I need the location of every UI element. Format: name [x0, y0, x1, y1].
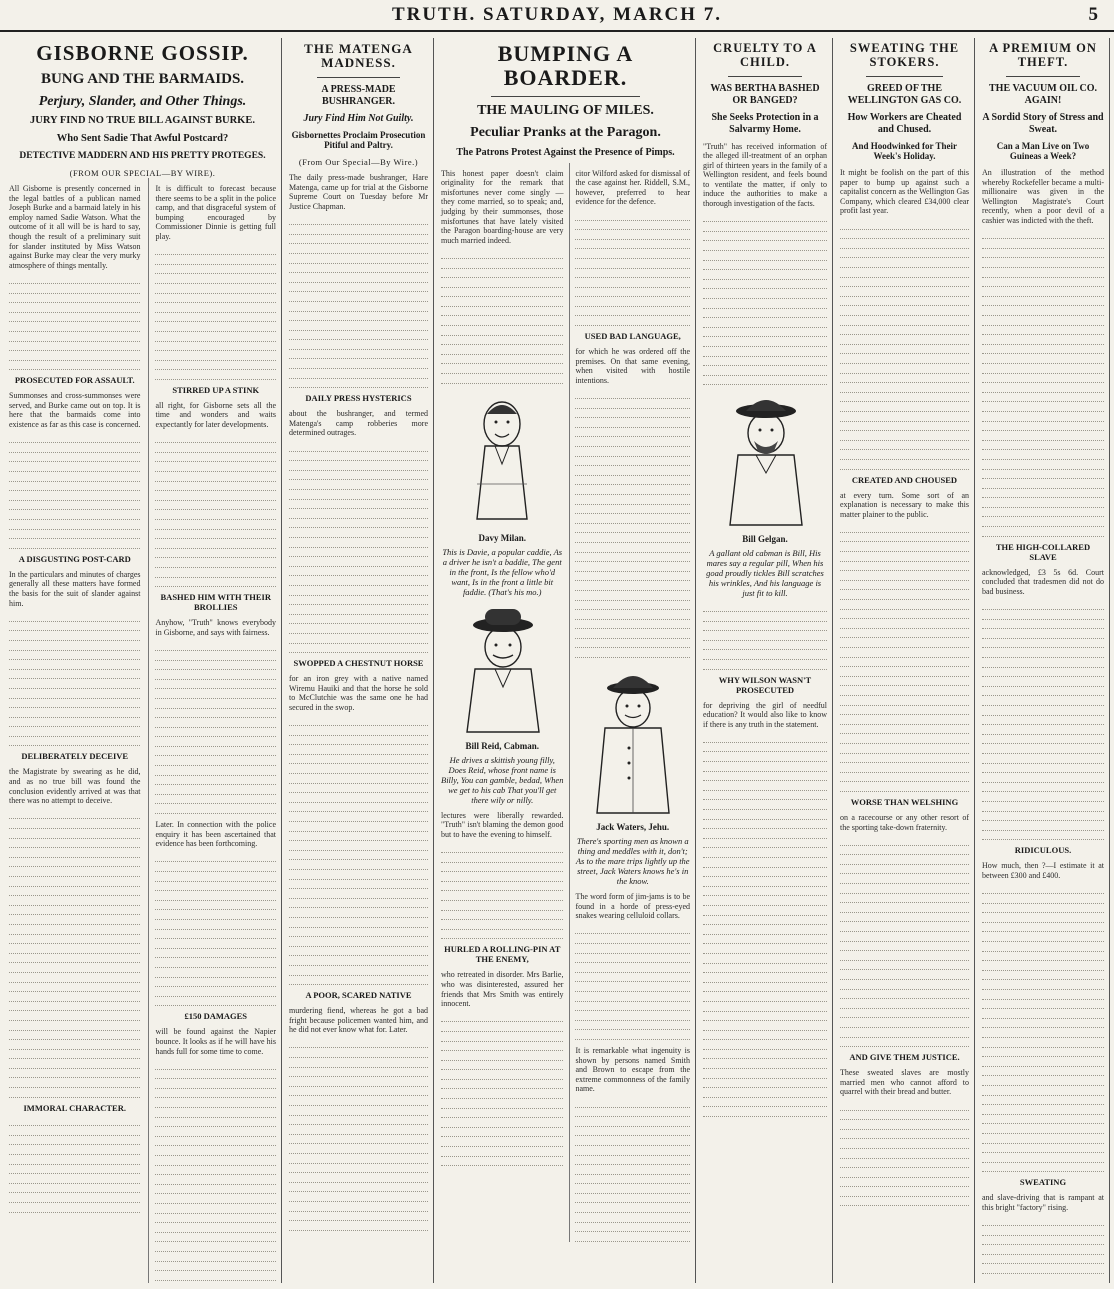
text-lines [155, 1060, 276, 1283]
paragraph: All Gisborne is presently concerned in the legal battles of a publican named Joseph Burke and a barmaid lately in his employ named Sadie Watson. What the outcome of it all will be is hard to say, though the result of a preliminary suit for slander instituted by Miss Watson against Burke may clear the very murky atmosphere of things mentally. [9, 184, 141, 270]
paragraph: Anyhow, "Truth" knows everybody in Gisborne, and says with fairness. [155, 618, 276, 637]
subhead-bertha: WAS BERTHA BASHED OR BANGED? [710, 82, 820, 106]
text-lines [575, 1098, 690, 1242]
text-lines [575, 389, 690, 658]
byline: (FROM OUR SPECIAL—BY WIRE). [69, 168, 216, 179]
cartoon-verse: He drives a skittish young filly, Does Reid, whose front name is Billy, You can gamble, bedad, When we get to his cab That you'll get there wily or nilly. [441, 754, 564, 805]
byline: (From Our Special—By Wire.) [298, 157, 419, 168]
section-heading: THE HIGH-COLLARED SLAVE [995, 541, 1091, 562]
divider [317, 77, 400, 78]
paragraph: This honest paper doesn't claim originality for the remark that misfortunes never come singly — they come married, so to speak; and, judging by their summonses, those misfortunes that have lately visited the Paragon boarding-house are very much married indeed. [441, 168, 564, 245]
text-lines [155, 641, 276, 814]
cartoon-caption: Jack Waters, Jehu. [596, 822, 670, 833]
paragraph: How much, then ?—I estimate it at between £300 and £400. [982, 861, 1104, 880]
cartoon-jack-waters [577, 668, 689, 818]
paragraph: In the particulars and minutes of charges generally all these matters have formed the basis for the suit of slander against him. [9, 569, 141, 608]
paragraph: and slave-driving that is rampant at this bright "factory" rising. [982, 1193, 1104, 1212]
subhead-perjury: Perjury, Slander, and Other Things. [38, 94, 247, 110]
subhead-postcard: Who Sent Sadie That Awful Postcard? [56, 133, 229, 145]
text-lines [289, 716, 428, 985]
section-heading: WHY WILSON WASN'T PROSECUTED [718, 674, 812, 695]
column-cruelty-child [698, 38, 833, 1283]
subhead-hoodwinked: And Hoodwinked for Their Week's Holiday. [852, 140, 957, 162]
subhead-patrons: The Patrons Protest Against the Presence of Pimps. [456, 146, 675, 158]
text-lines [9, 274, 140, 370]
text-lines [155, 434, 276, 588]
cartoon-bill-reid [445, 607, 560, 737]
divider [491, 96, 640, 97]
section-heading: SWEATING [1019, 1177, 1067, 1188]
section-heading: USED BAD LANGUAGE, [584, 331, 681, 342]
text-lines [155, 853, 276, 1007]
subhead-gisbornettes: Gisbornettes Proclaim Prosecution Pitiful and Paltry. [291, 129, 426, 151]
paragraph: will be found against the Napier bounce. It looks as if he will have his hands full for some time to come. [155, 1027, 276, 1056]
text-lines [840, 1101, 969, 1207]
paragraph: The daily press-made bushranger, Hare Matenga, came up for trial at the Gisborne Supreme Court on Tuesday before Mr Justice Chapman. [289, 173, 428, 211]
section-heading: STIRRED UP A STINK [172, 384, 260, 395]
paragraph: who retreated in disorder. Mrs Barlie, who was disinterested, assured her friends that Mrs Smith was entirely innocent. [441, 970, 564, 1009]
text-lines [703, 733, 827, 1117]
column-premium-theft [977, 38, 1110, 1283]
cartoon-verse: This is Davie, a popular caddie, As a driver he isn't a baddie, The gent in the front, Is the fellow who'd want, Is in the front a little bit faddie. (That's his mo.) [442, 546, 563, 597]
cartoon-bill-gelgan [708, 395, 823, 530]
text-lines [840, 836, 969, 1047]
section-heading: SWOPPED A CHESTNUT HORSE [293, 658, 424, 669]
paragraph: all right, for Gisborne sets all the time and wonders and waits expectantly for later developments. [155, 400, 276, 430]
headline-bumping: BUMPING A BOARDER. [497, 41, 634, 91]
text-lines [441, 843, 563, 939]
section-heading: DAILY PRESS HYSTERICS [305, 393, 412, 404]
text-lines [982, 600, 1104, 840]
headline-sweating: SWEATING THE STOKERS. [849, 41, 960, 69]
paragraph: at every turn. Some sort of an explanation is necessary to make this matter plainer to the public. [840, 490, 969, 519]
subhead-greed: GREED OF THE WELLINGTON GAS CO. [847, 82, 962, 106]
cartoon-caption: Bill Gelgan. [742, 534, 788, 545]
column-bumping-boarder [436, 38, 696, 1283]
headline-matenga: THE MATENGA MADNESS. [304, 41, 413, 71]
divider [728, 76, 802, 77]
section-heading: HURLED A ROLLING-PIN AT THE ENEMY, [444, 944, 561, 965]
text-lines [982, 230, 1104, 537]
subhead-not-guilty: Jury Find Him Not Guilty. [303, 112, 414, 124]
subhead-vacuum-oil: THE VACUUM OIL CO. AGAIN! [989, 82, 1097, 106]
subhead-sordid: A Sordid Story of Stress and Sweat. [982, 111, 1104, 135]
paragraph: acknowledged, £3 5s 6d. Court concluded that tradesmen did not do bad business. [982, 567, 1104, 596]
column-gisborne-gossip [4, 38, 282, 1283]
subhead-cheated: How Workers are Cheated and Chused. [847, 111, 962, 135]
cartoon-verse: There's sporting men as known a thing and meddles with it, don't; As to the mare trips lightly up the street, Jack Waters knows he's in the know. [575, 836, 690, 887]
paragraph: "Truth" has received information of the alleged ill-treatment of an orphan girl of thirteen years in the family of a Wellington resident, and feels bound to ventilate the matter, if only to induce the authorities to make a thorough investigation of the facts. [703, 141, 827, 209]
paragraph: These sweated slaves are mostly married men who cannot afford to quarrel with their bread and butter. [840, 1068, 969, 1097]
paragraph: It is difficult to forecast because there seems to be a split in the police camp, and that disgraceful system of bumping encouraged by Commissioner Dinnie is getting full play. [155, 184, 276, 241]
text-lines [441, 249, 563, 383]
subhead-bung-barmaids: BUNG AND THE BARMAIDS. [40, 71, 245, 88]
cartoon-davy-milan [447, 394, 557, 529]
column-matenga-madness [284, 38, 434, 1283]
text-lines [982, 884, 1104, 1172]
text-lines [840, 523, 969, 792]
section-heading: CREATED AND CHOUSED [851, 474, 958, 485]
section-heading: £150 DAMAGES [184, 1011, 248, 1022]
cartoon-verse: A gallant old cabman is Bill, His mares say a regular pill, When his goad proudly tickles Bill scratches his wrinkles, And his language is just fit to kill. [706, 548, 824, 599]
subhead-pranks: Peculiar Pranks at the Paragon. [470, 125, 661, 141]
section-heading: AND GIVE THEM JUSTICE. [849, 1052, 960, 1063]
paragraph: Later. In connection with the police enquiry it has been ascertained that evidence has been forthcoming. [155, 820, 276, 849]
paragraph: murdering fiend, whereas he got a bad fright because policemen wanted him, and he did not ever know what for. Later. [289, 1006, 428, 1035]
text-lines [703, 602, 827, 669]
paragraph: citor Wilford asked for dismissal of the case against her. Riddell, S.M., however, preferred to hear evidence for the defence. [575, 168, 690, 207]
section-heading: A DISGUSTING POST-CARD [18, 553, 131, 564]
section-heading: IMMORAL CHARACTER. [23, 1102, 126, 1113]
text-lines [575, 925, 690, 1040]
text-lines [289, 216, 428, 389]
subhead-detective: DETECTIVE MADDERN AND HIS PRETTY PROTEGES. [19, 150, 266, 161]
headline-cruelty: CRUELTY TO A CHILD. [713, 41, 817, 69]
column-sweating-stokers [835, 38, 975, 1283]
section-heading: BASHED HIM WITH THEIR BROLLIES [160, 592, 271, 613]
cartoon-caption: Bill Reid, Cabman. [465, 740, 539, 751]
subhead-salvarmy: She Seeks Protection in a Salvarmy Home. [711, 111, 819, 135]
paragraph: It might be foolish on the part of this paper to bump up against such a capitalist concern as the Wellington Gas Company, which cleared £34,000 clear profit last year. [840, 168, 969, 216]
text-lines [703, 213, 827, 386]
subhead-two-guineas: Can a Man Live on Two Guineas a Week? [996, 140, 1090, 162]
cartoon-caption: Davy Milan. [478, 532, 526, 543]
subhead-jury-find: JURY FIND NO TRUE BILL AGAINST BURKE. [30, 115, 255, 127]
paragraph: Summonses and cross-summonses were served, and Burke came out on top. It is here that the barmaids come into existence as far as this case is concerned. [9, 391, 141, 430]
section-heading: A POOR, SCARED NATIVE [305, 990, 412, 1001]
paragraph: about the bushranger, and termed Matenga's camp robberies more determined outrages. [289, 409, 428, 438]
text-lines [575, 211, 690, 326]
subhead-bushranger: A PRESS-MADE BUSHRANGER. [321, 83, 396, 107]
text-lines [155, 246, 276, 380]
text-lines [289, 442, 428, 653]
headline-gisborne-gossip: GISBORNE GOSSIP. [36, 41, 249, 65]
paragraph: on a racecourse or any other resort of the sporting take-down fraternity. [840, 812, 969, 832]
text-lines [289, 1039, 428, 1231]
page-number: 5 [1088, 4, 1098, 25]
paragraph: for an iron grey with a native named Wiremu Hauiki and that the horse he sold to McClutchie was the same one he had secured in the swop. [289, 674, 428, 712]
section-heading: DELIBERATELY DECEIVE [21, 751, 129, 762]
paragraph: An illustration of the method whereby Rockefeller became a multi-millionaire was given in the Wellington Magistrate's Court recently, when a poor devil of a cashier was indicted with the theft. [982, 168, 1104, 226]
newspaper-title: TRUTH. SATURDAY, MARCH 7. [391, 4, 723, 25]
paragraph: the Magistrate by swearing as he did, and as no true bill was found the conclusion evidently arrived at was that there was no attempt to deceive. [9, 767, 141, 806]
divider [1006, 76, 1079, 77]
paragraph: for which he was ordered off the premises. On that same evening, when visited with hostile intentions. [575, 347, 690, 385]
headline-premium: A PREMIUM ON THEFT. [989, 41, 1097, 69]
text-lines [982, 1216, 1104, 1274]
text-lines [9, 810, 140, 1098]
divider [866, 76, 943, 77]
paragraph: It is remarkable what ingenuity is shown by persons named Smith and Brown to escape from the extreme commonness of the family name. [575, 1045, 690, 1094]
section-heading: WORSE THAN WELSHING [850, 796, 959, 807]
text-lines [441, 1013, 563, 1167]
masthead [0, 0, 1114, 32]
section-heading: PROSECUTED FOR ASSAULT. [14, 375, 135, 386]
paragraph: The word form of jim-jams is to be found in a horde of press-eyed snakes wearing celluloid collars. [575, 892, 690, 921]
text-lines [9, 1117, 140, 1213]
text-lines [840, 220, 969, 469]
text-lines [9, 434, 140, 549]
text-lines [9, 612, 140, 746]
section-heading: RIDICULOUS. [1014, 845, 1072, 856]
subhead-mauling: THE MAULING OF MILES. [477, 103, 654, 119]
paragraph: for depriving the girl of needful education? It would also like to know if there is any truth in the statement. [703, 700, 827, 729]
paragraph: lectures were liberally rewarded. "Truth" isn't blaming the demon good but to have the evening to himself. [441, 810, 564, 839]
